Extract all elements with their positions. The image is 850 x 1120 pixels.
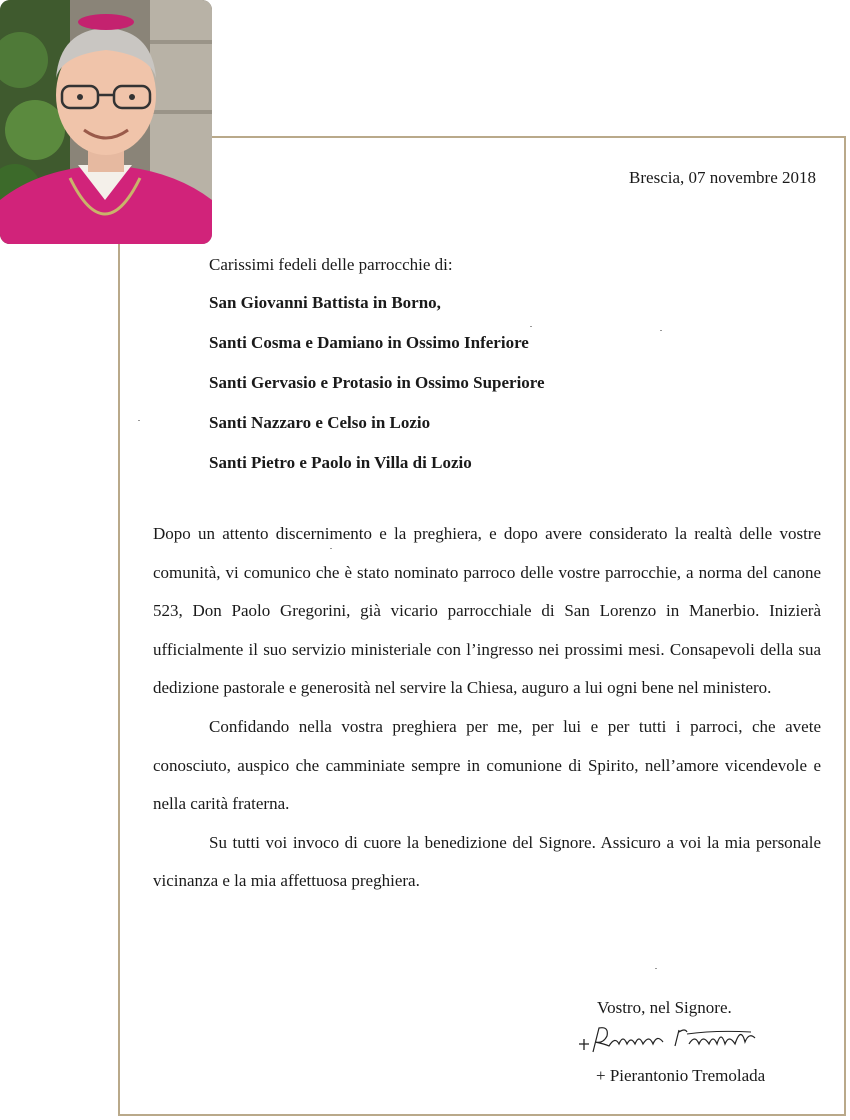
parish-item: Santi Gervasio e Protasio in Ossimo Superiore [209,373,545,392]
parish-item: Santi Pietro e Paolo in Villa di Lozio [209,453,472,472]
bishop-portrait-photo [0,0,212,244]
letter-paragraph: Dopo un attento discernimento e la preghiera, e dopo avere considerato la realtà delle vostre comunità, vi comunico che è stato nominato parroco delle vostre parrocchie, a norma del canone 523, Don Paolo Gregorini, già vicario parrocchiale di San Lorenzo in Manerbio. Inizierà ufficialmente il suo servizio ministeriale con l’ingresso nei prossimi mesi. Consapevoli della sua dedizione pastorale e generosità nel servire la Chiesa, auguro a lui ogni bene nel ministero. [153,524,821,698]
letter-paragraph: Confidando nella vostra preghiera per me, per lui e per tutti i parroci, che avete conosciuto, auspico che camminiate sempre in comunione di Spirito, nell’amore vicendevole e nella carità fraterna. [153,716,821,814]
letter-date: Brescia, 07 novembre 2018 [629,168,816,187]
parish-list [209,292,545,492]
paper-speck [655,968,657,969]
letter-salutation: Carissimi fedeli delle parrocchie di: [209,255,453,274]
letter-frame [118,136,846,1116]
paper-speck [138,420,140,421]
signer-name: + Pierantonio Tremolada [596,1066,766,1085]
handwritten-signature-icon [575,1022,760,1062]
parish-item: Santi Nazzaro e Celso in Lozio [209,413,431,432]
paper-speck [660,330,662,331]
parish-item: San Giovanni Battista in Borno, [209,293,441,312]
letter-body [153,515,821,901]
paper-speck [530,326,532,327]
bishop-portrait-icon [0,0,212,244]
paper-speck [330,548,332,549]
parish-item: Santi Cosma e Damiano in Ossimo Inferiore [209,333,529,352]
letter-closing: Vostro, nel Signore. [597,998,732,1017]
letter-paragraph: Su tutti voi invoco di cuore la benedizione del Signore. Assicuro a voi la mia personale vicinanza e la mia affettuosa preghiera. [153,832,821,891]
